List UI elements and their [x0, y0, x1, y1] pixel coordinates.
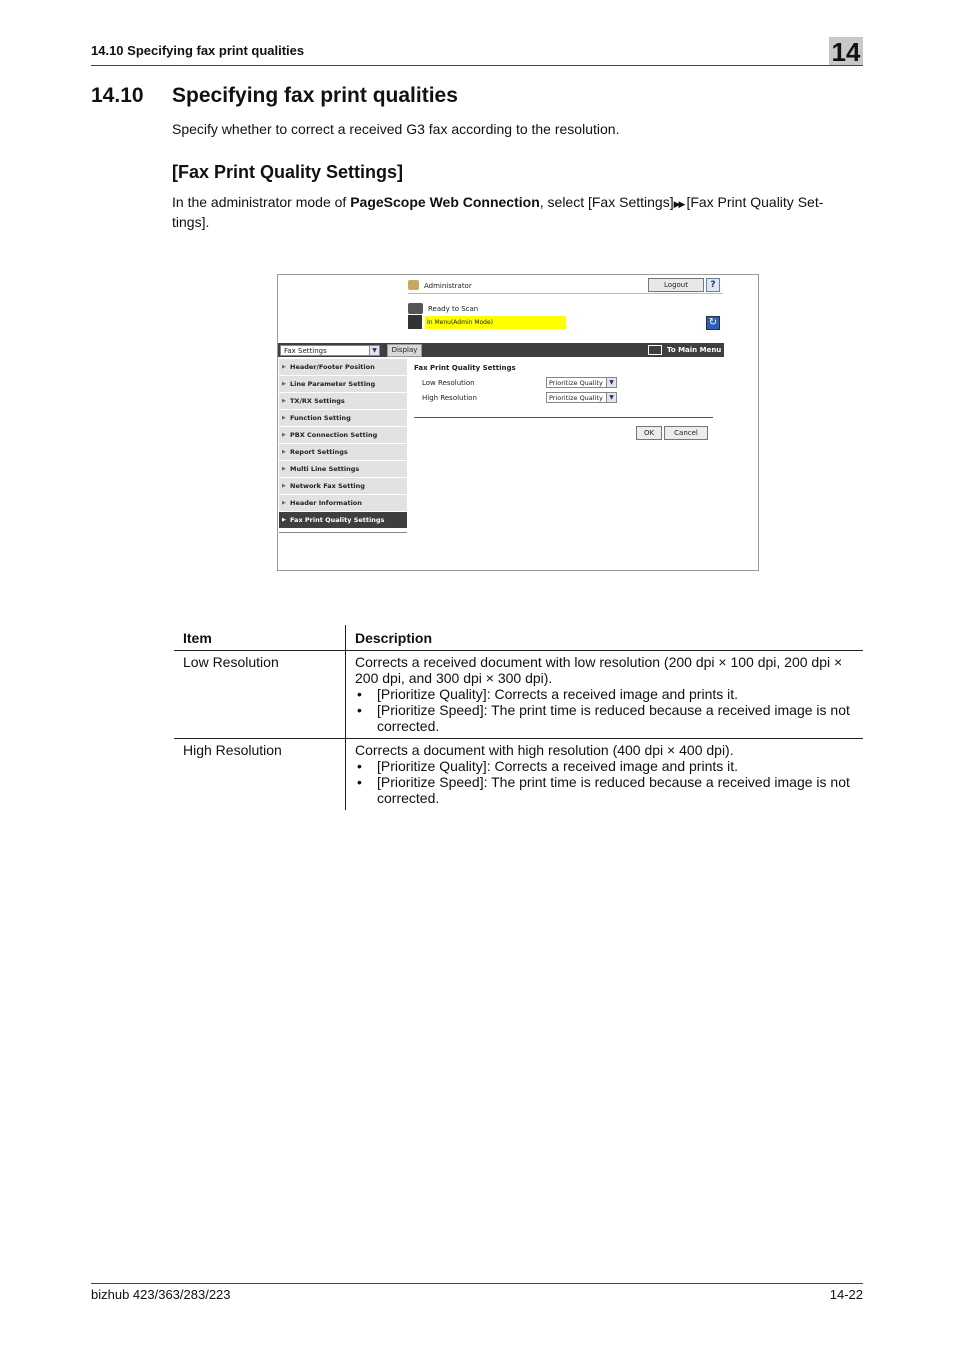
section-title-text: Specifying fax print qualities [172, 84, 458, 107]
instruction-mid: , select [Fax Settings] [539, 194, 674, 210]
instruction-pre: In the administrator mode of [172, 194, 351, 210]
ready-status-label: Ready to Scan [428, 305, 479, 313]
sidebar-item-tx-rx-settings[interactable]: ▶ TX/RX Settings [279, 393, 407, 409]
footer-model-name: bizhub 423/363/283/223 [91, 1287, 231, 1302]
category-select[interactable] [280, 345, 380, 356]
low-resolution-label: Low Resolution [422, 379, 475, 387]
option-list [355, 758, 854, 806]
running-footer [91, 1283, 863, 1302]
sidebar-item-header-information[interactable]: ▶ Header Information [279, 495, 407, 511]
administrator-icon [408, 280, 419, 290]
subsection-title: [Fax Print Quality Settings] [172, 162, 404, 182]
admin-row [408, 278, 723, 294]
high-resolution-label: High Resolution [422, 394, 477, 402]
mode-status-label: In Menu(Admin Mode) [427, 319, 494, 326]
description-cell [346, 739, 864, 811]
table-row [174, 651, 863, 739]
description-text: Corrects a document with high resolution (400 dpi × 400 dpi). [355, 742, 734, 758]
to-main-menu-link[interactable] [648, 345, 721, 355]
sidebar-item-line-parameter-setting[interactable]: ▶ Line Parameter Setting [279, 376, 407, 392]
section-number: 14.10 [91, 84, 144, 107]
section-intro: Specify whether to correct a received G3 fax according to the resolution. [172, 121, 620, 137]
low-resolution-value: Prioritize Quality [549, 379, 603, 387]
table-row [174, 739, 863, 811]
option-list [355, 686, 854, 734]
display-button[interactable]: Display [387, 344, 422, 357]
description-table [174, 625, 863, 810]
cancel-button[interactable]: Cancel [664, 426, 708, 440]
logout-button[interactable]: Logout [648, 278, 704, 292]
category-select-value: Fax Settings [284, 347, 327, 355]
list-item: • [Prioritize Speed]: The print time is reduced because a received image is not corrected. [355, 702, 854, 734]
main-menu-icon [648, 345, 662, 355]
machine-mode-icon [408, 315, 422, 329]
chevron-down-icon: ▼ [606, 393, 616, 402]
description-cell [346, 651, 864, 739]
column-header-item: Item [174, 625, 346, 651]
refresh-icon[interactable]: ↻ [706, 316, 720, 330]
chevron-down-icon: ▼ [369, 346, 379, 355]
running-header-title: 14.10 Specifying fax print qualities [91, 43, 305, 58]
instruction-text [172, 193, 856, 231]
pagescope-screenshot [277, 274, 759, 571]
chapter-number-badge: 14 [829, 37, 863, 65]
section-title [91, 84, 458, 108]
description-text: Corrects a received document with low resolution (200 dpi × 100 dpi, 200 dpi × 200 dpi, and 300 dpi × 300 dpi). [355, 654, 843, 686]
administrator-label: Administrator [424, 282, 472, 290]
table-header-row [174, 625, 863, 651]
item-cell: Low Resolution [174, 651, 346, 739]
main-menu-label: To Main Menu [667, 346, 722, 354]
sidebar-item-multi-line-settings[interactable]: ▶ Multi Line Settings [279, 461, 407, 477]
instruction-post: [Fax Print Quality Set-tings]. [172, 194, 824, 230]
sidebar-item-fax-print-quality-settings[interactable]: ▶ Fax Print Quality Settings [279, 512, 407, 528]
sidebar-item-function-setting[interactable]: ▶ Function Setting [279, 410, 407, 426]
high-resolution-value: Prioritize Quality [549, 394, 603, 402]
list-item: • [Prioritize Quality]: Corrects a received image and prints it. [355, 686, 854, 702]
sidebar-item-network-fax-setting[interactable]: ▶ Network Fax Setting [279, 478, 407, 494]
instruction-app-name: PageScope Web Connection [350, 194, 540, 210]
sidebar-item-header-footer-position[interactable]: ▶ Header/Footer Position [279, 359, 407, 375]
sidebar-item-pbx-connection-setting[interactable]: ▶ PBX Connection Setting [279, 427, 407, 443]
item-cell: High Resolution [174, 739, 346, 811]
settings-sidebar [279, 359, 407, 529]
ok-button[interactable]: OK [636, 426, 662, 440]
help-icon[interactable]: ? [706, 278, 720, 292]
low-resolution-select[interactable] [546, 377, 617, 388]
high-resolution-select[interactable] [546, 392, 617, 403]
content-divider [414, 417, 713, 418]
column-header-description: Description [346, 625, 864, 651]
list-item: • [Prioritize Speed]: The print time is reduced because a received image is not corrected. [355, 774, 854, 806]
running-header [91, 37, 863, 67]
sidebar-divider [279, 532, 407, 533]
list-item: • [Prioritize Quality]: Corrects a received image and prints it. [355, 758, 854, 774]
chevron-down-icon: ▼ [606, 378, 616, 387]
path-arrow-icon: ▶▶ [673, 199, 684, 209]
content-title: Fax Print Quality Settings [414, 364, 516, 372]
footer-page-number: 14-22 [829, 1287, 863, 1302]
scanner-status-icon [408, 303, 423, 314]
sidebar-item-report-settings[interactable]: ▶ Report Settings [279, 444, 407, 460]
